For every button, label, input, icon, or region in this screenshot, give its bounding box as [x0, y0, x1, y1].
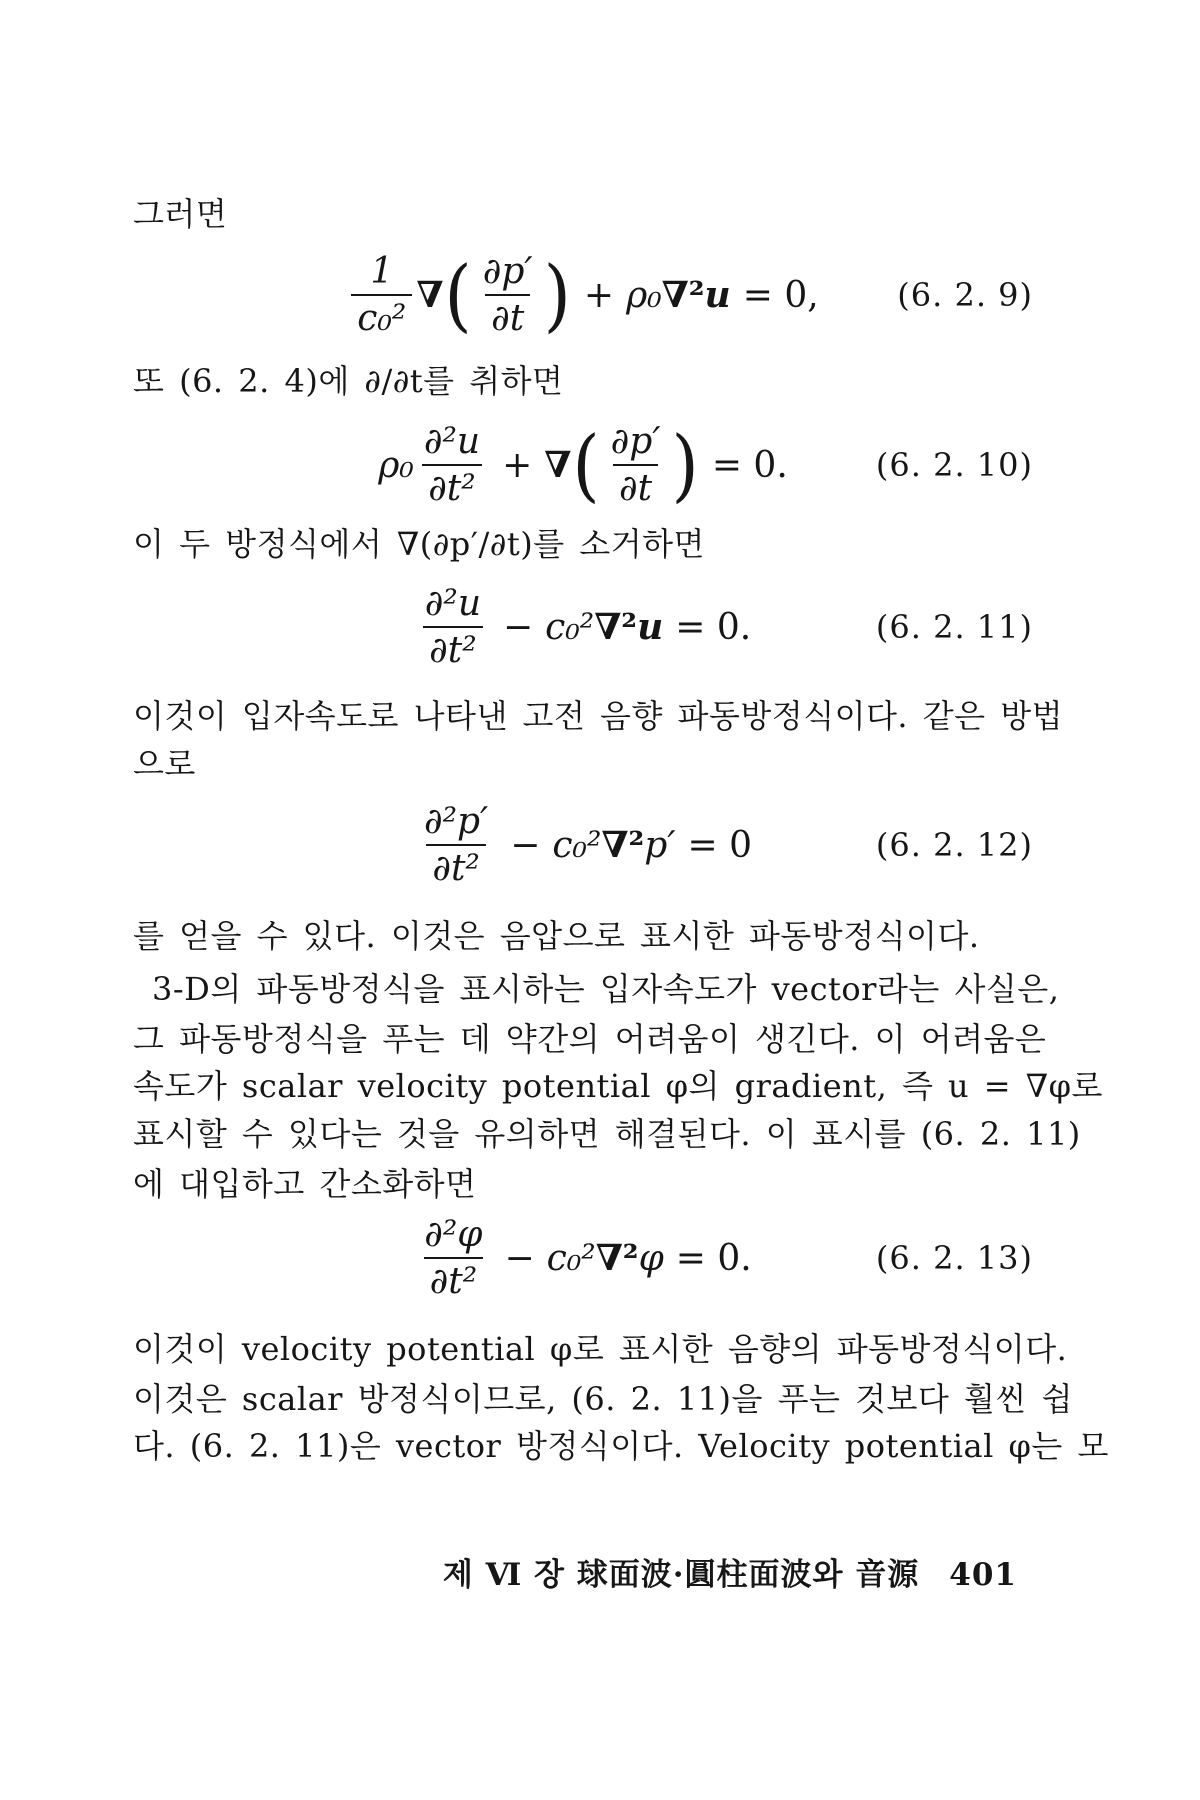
math-token: u: [637, 606, 664, 648]
math-token: = 0.: [711, 444, 788, 486]
equation-6-2-9: [133, 235, 1033, 355]
equation-number: (6. 2. 13): [875, 1239, 1033, 1277]
fraction: $\frac{\partial p'}{\partial t}$: [482, 250, 533, 339]
equation-6-2-11: [133, 567, 1033, 687]
math-token: c₀²: [546, 1237, 596, 1279]
equation-number: (6. 2. 10): [875, 446, 1033, 484]
fraction: $\frac{\text{∂²u}}{\text{∂t²}}$: [424, 582, 481, 671]
math-token: = 0: [687, 824, 753, 866]
text-line-03: 이 두 방정식에서 ∇(∂p′/∂t)를 소거하면: [133, 525, 705, 563]
text-line-14: 다. (6. 2. 11)은 vector 방정식이다. Velocity potential φ는 모: [133, 1427, 1109, 1465]
text-line-07: 3-D의 파동방정식을 표시하는 입자속도가 vector라는 사실은,: [152, 970, 1060, 1008]
fraction: $\frac{\text{∂²φ}}{\text{∂t²}}$: [424, 1213, 483, 1302]
math-token: −: [510, 824, 541, 866]
text-line-06: 를 얻을 수 있다. 이것은 음압으로 표시한 파동방정식이다.: [133, 917, 980, 955]
fraction: $\frac{\text{∂²u}}{\text{∂t²}}$: [423, 420, 481, 509]
math-token: ): [543, 249, 571, 341]
math-token: u: [704, 274, 731, 316]
text-line-12: 이것이 velocity potential φ로 표시한 음향의 파동방정식이다.: [133, 1330, 1068, 1368]
text-line-13: 이것은 scalar 방정식이므로, (6. 2. 11)을 푸는 것보다 훨씬 쉽: [133, 1380, 1073, 1418]
text-line-02: 또 (6. 2. 4)에 ∂/∂t를 취하면: [133, 362, 564, 400]
text-line-04: 이것이 입자속도로 나타낸 고전 음향 파동방정식이다. 같은 방법: [133, 697, 1064, 735]
text-line-10: 표시할 수 있다는 것을 유의하면 해결된다. 이 표시를 (6. 2. 11): [133, 1115, 1081, 1153]
math-token: ρ₀: [626, 274, 662, 316]
text-line-09: 속도가 scalar velocity potential φ의 gradient, 즉 u = ∇φ로: [133, 1067, 1103, 1105]
math-token: +: [502, 444, 533, 486]
math-token: = 0.: [675, 606, 752, 648]
math-token: ∇²: [601, 824, 645, 866]
math-token: ρ₀: [378, 444, 414, 486]
math-token: ): [671, 419, 699, 511]
math-token: (: [572, 419, 600, 511]
math-token: = 0,: [742, 274, 819, 316]
text-line-05: 으로: [133, 745, 196, 783]
math-token: φ: [638, 1237, 664, 1279]
equation-number: (6. 2. 11): [875, 608, 1033, 646]
math-token: −: [503, 606, 534, 648]
math-token: c₀²: [545, 606, 595, 648]
math-token: ∇: [544, 444, 572, 486]
text-line-01: 그러면: [133, 195, 228, 233]
math-token: ∇²: [595, 1237, 639, 1279]
math-token: p′: [644, 824, 676, 866]
fraction: $\frac{\text{∂²p′}}{\text{∂t²}}$: [423, 800, 489, 889]
page-number: 401: [949, 1557, 1017, 1593]
fraction: $\frac{1}{\text{c₀²}}$: [351, 251, 412, 340]
equation-number: (6. 2. 9): [897, 276, 1033, 314]
math-token: +: [583, 274, 615, 316]
math-token: ∇²: [594, 606, 638, 648]
text-line-11: 에 대입하고 간소화하면: [133, 1165, 477, 1203]
math-token: = 0.: [675, 1237, 752, 1279]
math-token: −: [504, 1237, 535, 1279]
math-token: ∇: [416, 274, 444, 316]
equation-6-2-12: [133, 785, 1033, 905]
chapter-title: 제 Ⅵ 장 球面波·圓柱面波와 音源: [442, 1557, 920, 1593]
math-token: c₀²: [552, 824, 602, 866]
equation-6-2-13: [133, 1198, 1033, 1318]
fraction: $\frac{\partial p'}{\partial t}$: [610, 420, 661, 509]
text-line-08: 그 파동방정식을 푸는 데 약간의 어려움이 생긴다. 이 어려움은: [133, 1020, 1047, 1058]
equation-6-2-10: [133, 405, 1033, 525]
math-token: ∇²: [661, 274, 705, 316]
page-footer: [133, 1549, 1017, 1594]
math-token: (: [444, 249, 472, 341]
equation-number: (6. 2. 12): [875, 826, 1033, 864]
